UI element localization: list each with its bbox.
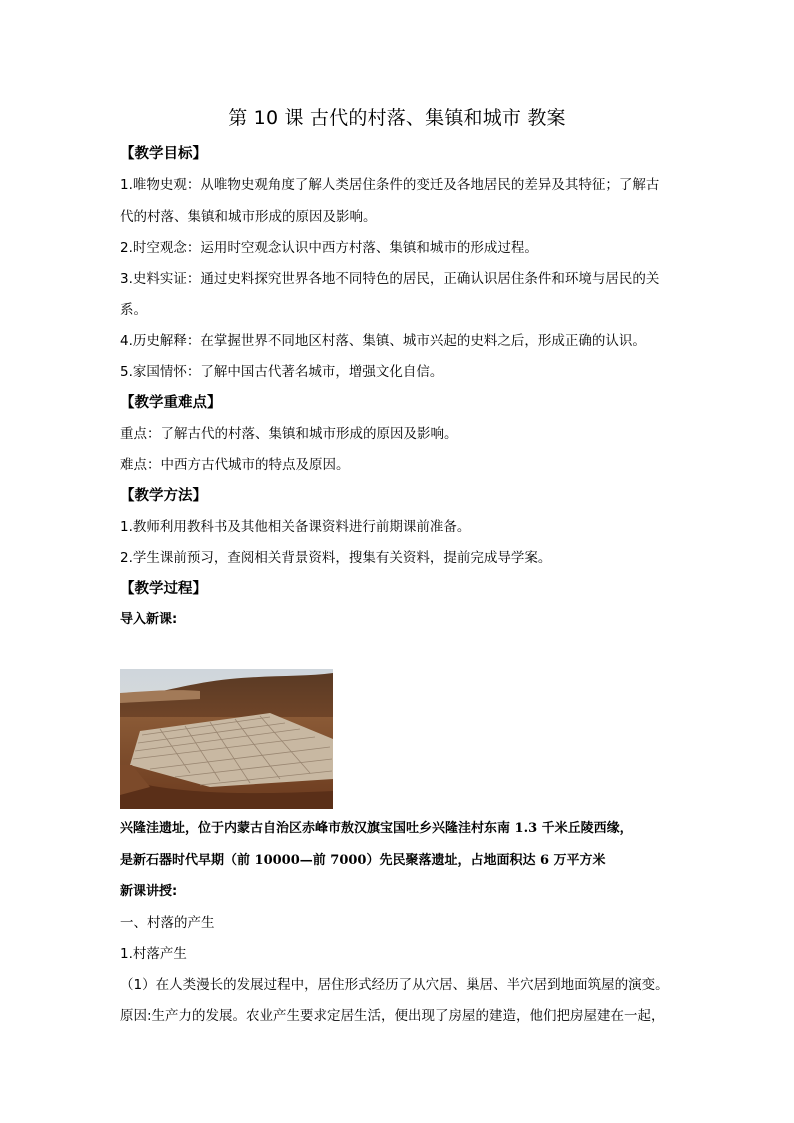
paragraph-1: （1）在人类漫长的发展过程中，居住形式经历了从穴居、巢居、半穴居到地面筑屋的演变。 xyxy=(120,977,669,993)
section-1-heading: 一、村落的产生 xyxy=(120,915,215,931)
goal-4: 4.历史解释：在掌握世界不同地区村落、集镇、城市兴起的史料之后，形成正确的认识。 xyxy=(120,333,646,349)
heading-key-points: 【教学重难点】 xyxy=(120,395,222,411)
new-lesson-label: 新课讲授: xyxy=(120,884,178,899)
goal-5: 5.家国情怀：了解中国古代著名城市，增强文化自信。 xyxy=(120,364,444,380)
goal-3-line-1: 3.史料实证：通过史料探究世界各地不同特色的居民，正确认识居住条件和环境与居民的关 xyxy=(120,271,660,287)
method-2: 2.学生课前预习，查阅相关背景资料，搜集有关资料，提前完成导学案。 xyxy=(120,550,552,566)
heading-teaching-goals: 【教学目标】 xyxy=(120,146,207,162)
subsection-1-heading: 1.村落产生 xyxy=(120,946,187,962)
heading-methods: 【教学方法】 xyxy=(120,488,207,504)
method-1: 1.教师利用教科书及其他相关备课资料进行前期课前准备。 xyxy=(120,519,471,535)
goal-1-line-2: 代的村落、集镇和城市形成的原因及影响。 xyxy=(120,209,377,225)
goal-1-line-1: 1.唯物史观：从唯物史观角度了解人类居住条件的变迁及各地居民的差异及其特征；了解古 xyxy=(120,177,660,193)
document-title: 第 10 课 古代的村落、集镇和城市 教案 xyxy=(228,107,566,129)
intro-label: 导入新课: xyxy=(120,612,178,627)
xinglongwa-site-photo xyxy=(120,669,333,809)
difficult-point: 难点：中西方古代城市的特点及原因。 xyxy=(120,457,350,473)
heading-process: 【教学过程】 xyxy=(120,581,207,597)
paragraph-2: 原因:生产力的发展。农业产生要求定居生活，便出现了房屋的建造，他们把房屋建在一起， xyxy=(120,1008,665,1024)
goal-3-line-2: 系。 xyxy=(120,302,147,318)
photo-caption-line-1: 兴隆洼遗址，位于内蒙古自治区赤峰市敖汉旗宝国吐乡兴隆洼村东南 1.3 千米丘陵西缘， xyxy=(120,821,633,836)
key-point: 重点：了解古代的村落、集镇和城市形成的原因及影响。 xyxy=(120,426,458,442)
photo-caption-line-2: 是新石器时代早期（前 10000—前 7000）先民聚落遗址，占地面积达 6 万平方米 xyxy=(120,853,606,868)
goal-2: 2.时空观念：运用时空观念认识中西方村落、集镇和城市的形成过程。 xyxy=(120,240,538,256)
